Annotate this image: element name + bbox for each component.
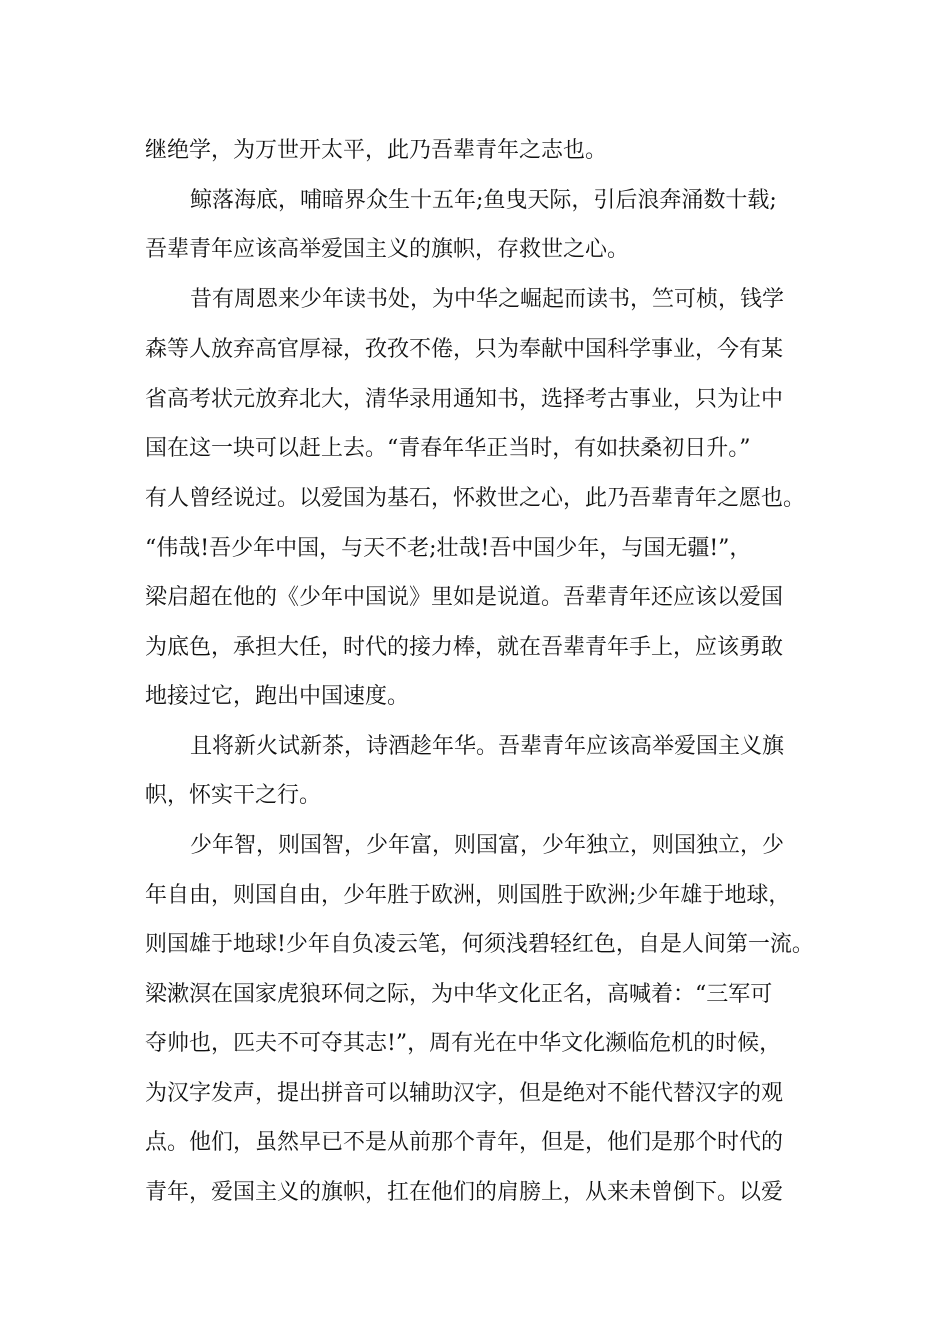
text-line: 夺帅也，匹夫不可夺其志!”，周有光在中华文化濒临危机的时候， (145, 1031, 782, 1056)
text-line: 继绝学，为万世开太平，此乃吾辈青年之志也。 (145, 138, 608, 163)
text-line: 昔有周恩来少年读书处，为中华之崛起而读书，竺可桢，钱学 (190, 287, 785, 312)
text-line: 有人曾经说过。以爱国为基石，怀救世之心，此乃吾辈青年之愿也。 (145, 486, 806, 511)
text-line: 年自由，则国自由，少年胜于欧洲，则国胜于欧洲;少年雄于地球， (145, 883, 791, 908)
text-line: 为汉字发声，提出拼音可以辅助汉字，但是绝对不能代替汉字的观 (145, 1081, 784, 1106)
text-line: 梁漱溟在国家虎狼环伺之际，为中华文化正名，高喊着：“三军可 (145, 982, 773, 1007)
text-line: 且将新火试新茶，诗酒趁年华。吾辈青年应该高举爱国主义旗 (190, 734, 785, 759)
text-line: 则国雄于地球!少年自负凌云笔，何须浅碧轻红色，自是人间第一流。 (145, 932, 814, 957)
text-line: 为底色，承担大任，时代的接力棒，就在吾辈青年手上，应该勇敢 (145, 635, 784, 660)
text-line: 帜，怀实干之行。 (145, 783, 322, 808)
text-line: 鲸落海底，哺暗界众生十五年;鱼曳天际，引后浪奔涌数十载; (190, 188, 777, 213)
text-line: 少年智，则国智，少年富，则国富，少年独立，则国独立，少 (190, 833, 785, 858)
text-line: “伟哉!吾少年中国，与天不老;壮哉!吾中国少年，与国无疆!”， (145, 536, 752, 561)
text-line: 吾辈青年应该高举爱国主义的旗帜，存救世之心。 (145, 237, 630, 262)
text-line: 点。他们，虽然早已不是从前那个青年，但是，他们是那个时代的 (145, 1130, 784, 1155)
text-line: 省高考状元放弃北大，清华录用通知书，选择考古事业，只为让中 (145, 387, 784, 412)
text-line: 梁启超在他的《少年中国说》里如是说道。吾辈青年还应该以爱国 (145, 585, 784, 610)
text-line: 国在这一块可以赶上去。“青春年华正当时，有如扶桑初日升。” (145, 436, 751, 461)
text-line: 森等人放弃高官厚禄，孜孜不倦，只为奉献中国科学事业，今有某 (145, 337, 784, 362)
text-line: 地接过它，跑出中国速度。 (145, 684, 410, 709)
text-line: 青年，爱国主义的旗帜，扛在他们的肩膀上，从来未曾倒下。以爱 (145, 1180, 784, 1205)
